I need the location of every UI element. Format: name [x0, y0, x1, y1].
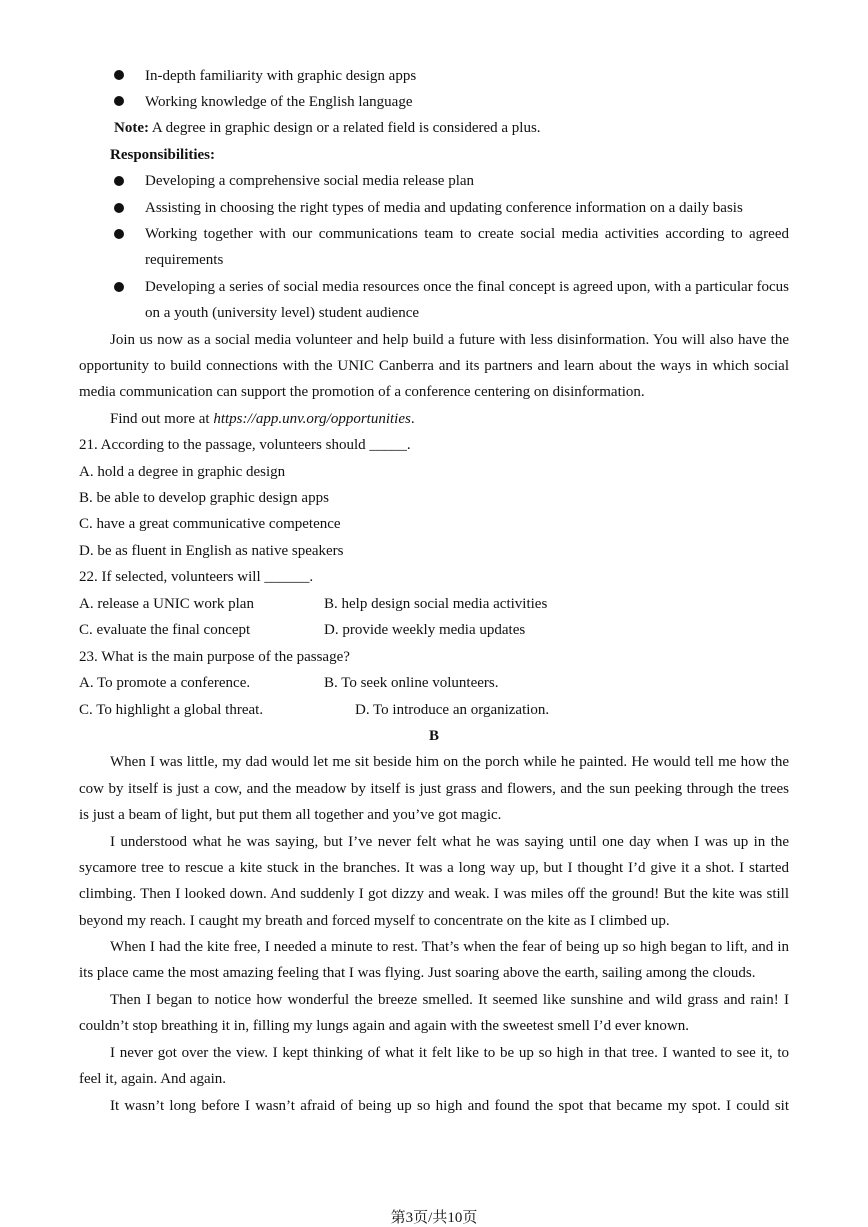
section-label: B	[428, 728, 439, 744]
responsibility-item: Developing a comprehensive social media release plan	[145, 173, 475, 189]
question-option: A. release a UNIC work plan	[79, 596, 254, 612]
requirement-item: In-depth familiarity with graphic design apps	[145, 68, 417, 84]
question-option: B. To seek online volunteers.	[324, 675, 499, 691]
passage-line: I understood what he was saying, but I’ve never felt what he was saying until one day when I was up in the	[110, 834, 789, 850]
responsibility-item: Assisting in choosing the right types of media and updating conference information on a daily basis	[145, 200, 743, 216]
passage-line: When I had the kite free, I needed a minute to rest. That’s when the fear of being up so high began to lift, and in	[110, 939, 789, 955]
note-label: Note:	[114, 120, 149, 136]
responsibility-item-continued: on a youth (university level) student audience	[145, 305, 420, 321]
bullet-dot	[114, 229, 124, 239]
find-out-suffix: .	[410, 411, 415, 427]
question-option: B. help design social media activities	[324, 596, 548, 612]
responsibility-item-continued: requirements	[145, 252, 224, 268]
passage-line: climbing. Then I looked down. And suddenly I got dizzy and weak. I was miles off the ground! But the kite was still	[79, 886, 789, 902]
closing-line: media communication can support the promotion of a conference centering on disinformation.	[79, 384, 645, 400]
passage-line: It wasn’t long before I wasn’t afraid of being up so high and found the spot that became my spot. I could sit	[110, 1098, 789, 1114]
passage-line: couldn’t stop breathing it in, filling my lungs again and again with the sweetest smell I’d ever known.	[79, 1018, 690, 1034]
find-out-prefix: Find out more at	[110, 411, 214, 427]
question-option: C. have a great communicative competence	[79, 516, 341, 532]
passage-line: feel it, again. And again.	[79, 1071, 227, 1087]
closing-line: Join us now as a social media volunteer and help build a future with less disinformation. You will also have the	[110, 332, 789, 348]
question-option: C. evaluate the final concept	[79, 622, 251, 638]
note-text: A degree in graphic design or a related field is considered a plus.	[151, 120, 541, 136]
passage-line: I never got over the view. I kept thinking of what it felt like to be up so high in that tree. I wanted to see it, to	[110, 1045, 789, 1061]
question-option: C. To highlight a global threat.	[79, 702, 264, 718]
passage-line: its place came the most amazing feeling that I was flying. Just soaring above the earth, sailing among the clouds.	[79, 965, 756, 981]
responsibility-item: Developing a series of social media resources once the final concept is agreed upon, with a particular focus	[145, 279, 789, 295]
bullet-dot	[114, 282, 124, 292]
question-option: D. be as fluent in English as native speakers	[79, 543, 344, 559]
responsibility-item: Working together with our communications team to create social media activities according to agreed	[145, 226, 789, 242]
passage-line: When I was little, my dad would let me sit beside him on the porch while he painted. He would tell me how the	[110, 754, 789, 770]
bullet-dot	[114, 70, 124, 80]
responsibilities-heading: Responsibilities:	[110, 147, 216, 163]
closing-line: opportunity to build connections with the UNIC Canberra and its partners and learn about the ways in which social	[79, 358, 789, 374]
passage-line: is just a beam of light, but put them all together and you’ve got magic.	[79, 807, 502, 823]
opportunities-link[interactable]: https://app.unv.org/opportunities	[213, 411, 411, 427]
page-footer: 第3页/共10页	[390, 1210, 478, 1226]
note	[114, 118, 541, 138]
question-option: D. provide weekly media updates	[324, 622, 526, 638]
question-option: A. hold a degree in graphic design	[79, 464, 286, 480]
requirement-item: Working knowledge of the English language	[145, 94, 413, 110]
bullet-dot	[114, 203, 124, 213]
question-stem: 21. According to the passage, volunteers should _____.	[79, 437, 411, 453]
question-stem: 23. What is the main purpose of the passage?	[79, 649, 350, 665]
passage-line: beyond my reach. I caught my breath and forced myself to concentrate on the kite as I climbed up.	[79, 913, 670, 929]
bullet-dot	[114, 96, 124, 106]
question-option: A. To promote a conference.	[79, 675, 251, 691]
find-out-more	[110, 409, 415, 429]
question-option: D. To introduce an organization.	[355, 702, 550, 718]
passage-line: Then I began to notice how wonderful the breeze smelled. It seemed like sunshine and wild grass and rain! I	[110, 992, 789, 1008]
bullet-dot	[114, 176, 124, 186]
passage-line: sycamore tree to rescue a kite stuck in the branches. It was a long way up, but I thought I’d give it a shot. I started	[79, 860, 789, 876]
question-stem: 22. If selected, volunteers will ______.	[79, 569, 314, 585]
question-option: B. be able to develop graphic design apps	[79, 490, 329, 506]
passage-line: cow by itself is just a cow, and the meadow by itself is just grass and flowers, and the sun peeking through the trees	[79, 781, 789, 797]
